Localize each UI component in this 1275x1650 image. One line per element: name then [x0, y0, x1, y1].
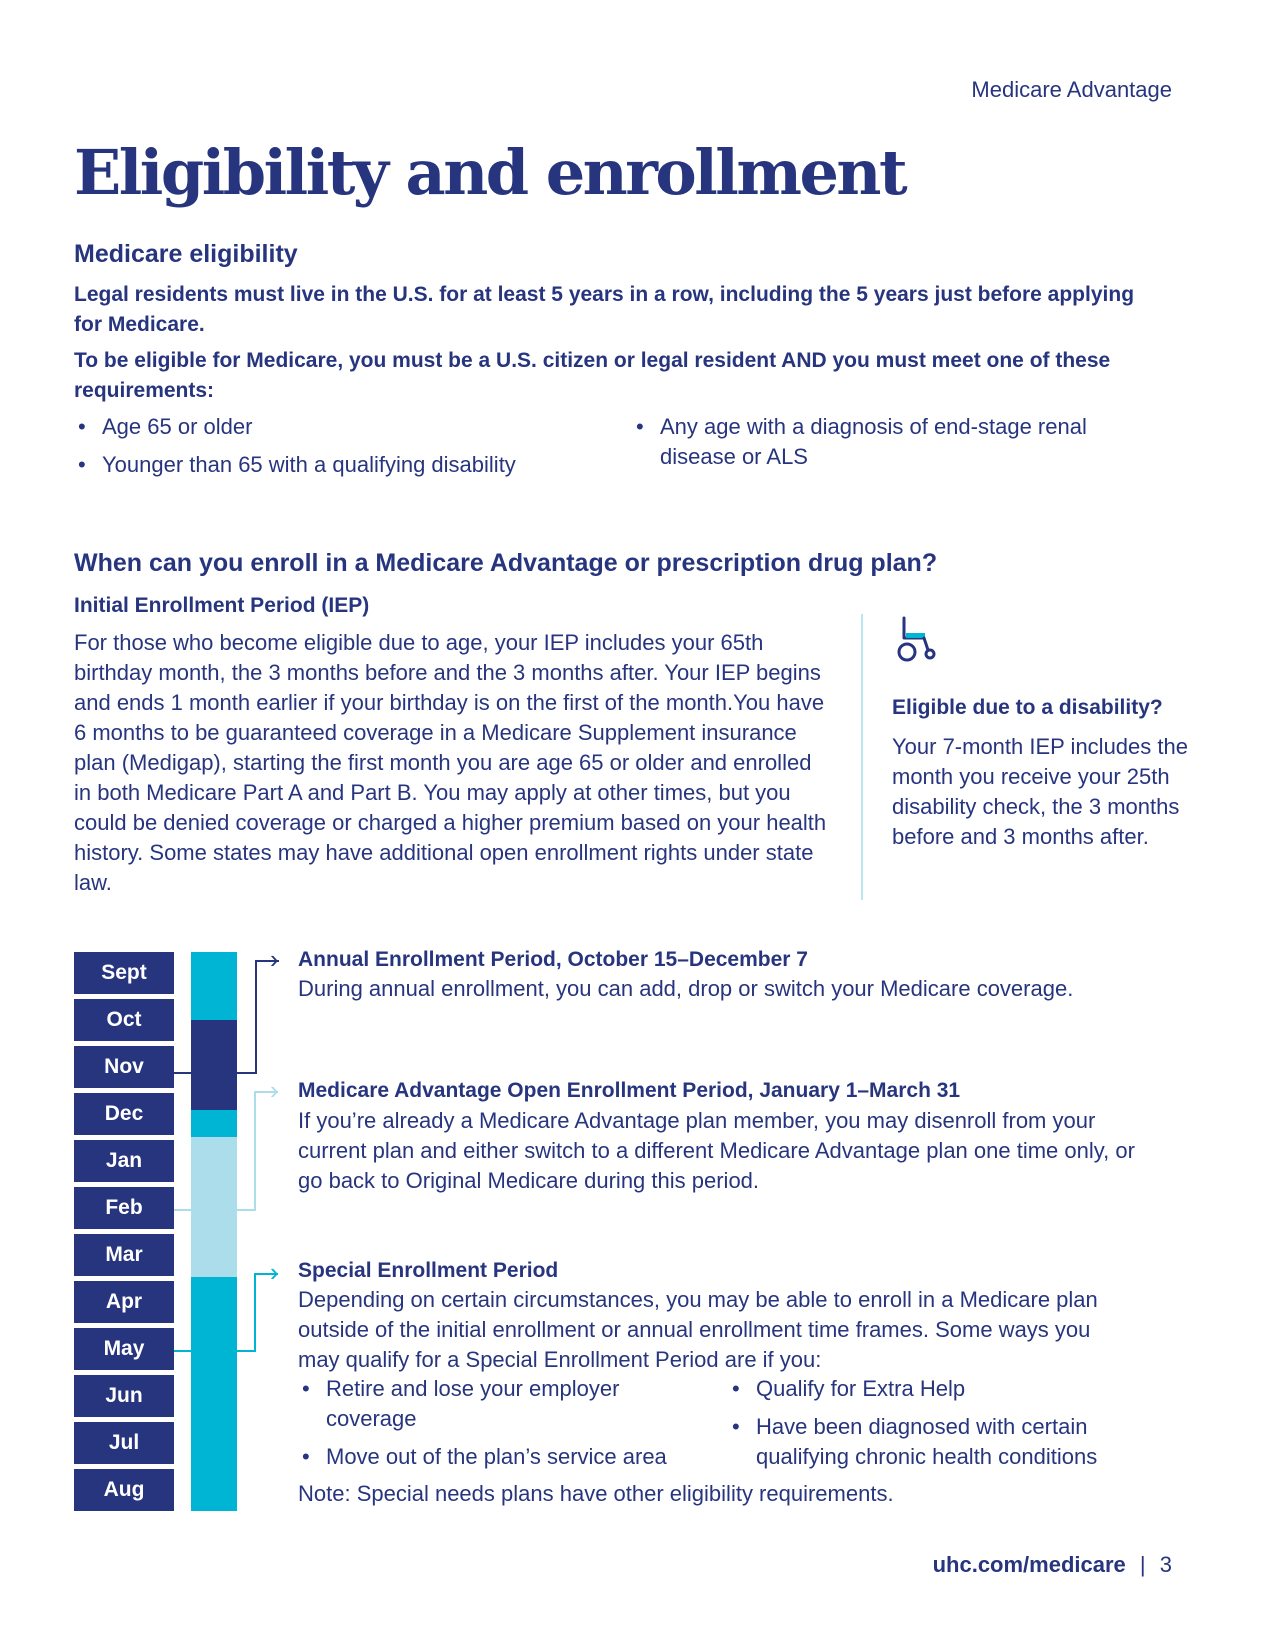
month-cell: May: [74, 1328, 174, 1370]
arrow-right-icon: ›: [270, 1257, 279, 1287]
bar-segment-teal: [191, 1110, 237, 1137]
month-cell: Oct: [74, 999, 174, 1041]
special-period-text: Depending on certain circumstances, you may be able to enroll in a Medicare plan outside of the initial enrollment or annual enrollment time frames. Some ways you may qualify for a Special Enrollment Period are if you:: [298, 1287, 1098, 1372]
month-cell: Jan: [74, 1140, 174, 1182]
residency-note: Legal residents must live in the U.S. for at least 5 years in a row, including the 5 years just before applying for Medicare.: [74, 283, 1135, 336]
month-cell: Jun: [74, 1375, 174, 1417]
footer-url: uhc.com/medicare: [932, 1552, 1126, 1577]
list-item: • Move out of the plan’s service area: [298, 1442, 703, 1472]
iep-heading: Initial Enrollment Period (IEP): [74, 594, 370, 617]
sidebar-heading: Eligible due to a disability?: [892, 696, 1163, 719]
requirements-list-left: [74, 412, 614, 488]
list-item: • Younger than 65 with a qualifying disability: [74, 450, 614, 480]
requirements-list-right: [632, 412, 1122, 480]
month-cell: Sept: [74, 952, 174, 994]
footer: [933, 1552, 1172, 1578]
sidebar-text: Your 7-month IEP includes the month you receive your 25th disability check, the 3 months before and 3 months after.: [892, 734, 1188, 849]
special-list-right: [728, 1374, 1158, 1480]
section-label: Medicare Advantage: [971, 77, 1172, 102]
bar-segment-teal: [191, 952, 237, 1020]
list-item: • Retire and lose your employer coverage: [298, 1374, 703, 1434]
list-item: • Qualify for Extra Help: [728, 1374, 1158, 1404]
month-cell: Nov: [74, 1046, 174, 1088]
sidebar-divider: [861, 614, 863, 900]
annual-period-text: During annual enrollment, you can add, drop or switch your Medicare coverage.: [298, 976, 1074, 1001]
wheelchair-icon: [890, 614, 950, 664]
ma-open-period-title: Medicare Advantage Open Enrollment Period, January 1–March 31: [298, 1079, 961, 1102]
special-list-left: [298, 1374, 703, 1480]
month-cell: Jul: [74, 1422, 174, 1464]
enroll-heading: When can you enroll in a Medicare Advantage or prescription drug plan?: [74, 549, 938, 577]
month-cell: Feb: [74, 1187, 174, 1229]
list-item: • Any age with a diagnosis of end-stage renal disease or ALS: [632, 412, 1122, 472]
connector-ma-open: [254, 1091, 256, 1211]
connector-annual: [255, 960, 257, 1074]
iep-text: For those who become eligible due to age, your IEP includes your 65th birthday month, the 3 months before and the 3 months after. Your IEP begins and ends 1 month earlier if your birthday is on the first of the month.You have 6 months to be guaranteed coverage in a Medicare Supplement insurance plan (Medigap), starting the first month you are age 65 or older and enrolled in both Medicare Part A and Part B. You may apply at other times, but you could be denied coverage or charged a higher premium based on your health history. Some states may have additional open enrollment rights under state law.: [74, 630, 827, 895]
month-cell: Aug: [74, 1469, 174, 1511]
connector-special: [174, 1350, 256, 1352]
arrow-right-icon: ›: [270, 1075, 279, 1105]
bar-segment-annual: [191, 1020, 237, 1110]
connector-special: [254, 1273, 256, 1352]
bar-segment-ma-open: [191, 1137, 237, 1277]
special-note: Note: Special needs plans have other eligibility requirements.: [298, 1481, 894, 1506]
special-period-title: Special Enrollment Period: [298, 1259, 559, 1282]
ma-open-period-text: If you’re already a Medicare Advantage plan member, you may disenroll from your current plan and either switch to a different Medicare Advantage plan one time only, or go back to Original Medicare during this period.: [298, 1108, 1135, 1193]
requirement-intro: To be eligible for Medicare, you must be a U.S. citizen or legal resident AND you must meet one of these requirements:: [74, 349, 1111, 402]
arrow-right-icon: ›: [270, 944, 279, 974]
month-cell: Apr: [74, 1281, 174, 1323]
annual-period-title: Annual Enrollment Period, October 15–December 7: [298, 948, 808, 971]
eligibility-heading: Medicare eligibility: [74, 240, 298, 268]
connector-annual: [174, 1072, 256, 1074]
page-title: Eligibility and enrollment: [74, 136, 906, 209]
list-item: • Have been diagnosed with certain qualifying chronic health conditions: [728, 1412, 1158, 1472]
month-cell: Dec: [74, 1093, 174, 1135]
connector-ma-open: [174, 1209, 256, 1211]
list-item: • Age 65 or older: [74, 412, 614, 442]
page-number: 3: [1159, 1552, 1172, 1577]
footer-separator: |: [1139, 1552, 1146, 1577]
bar-segment-special: [191, 1277, 237, 1511]
month-cell: Mar: [74, 1234, 174, 1276]
